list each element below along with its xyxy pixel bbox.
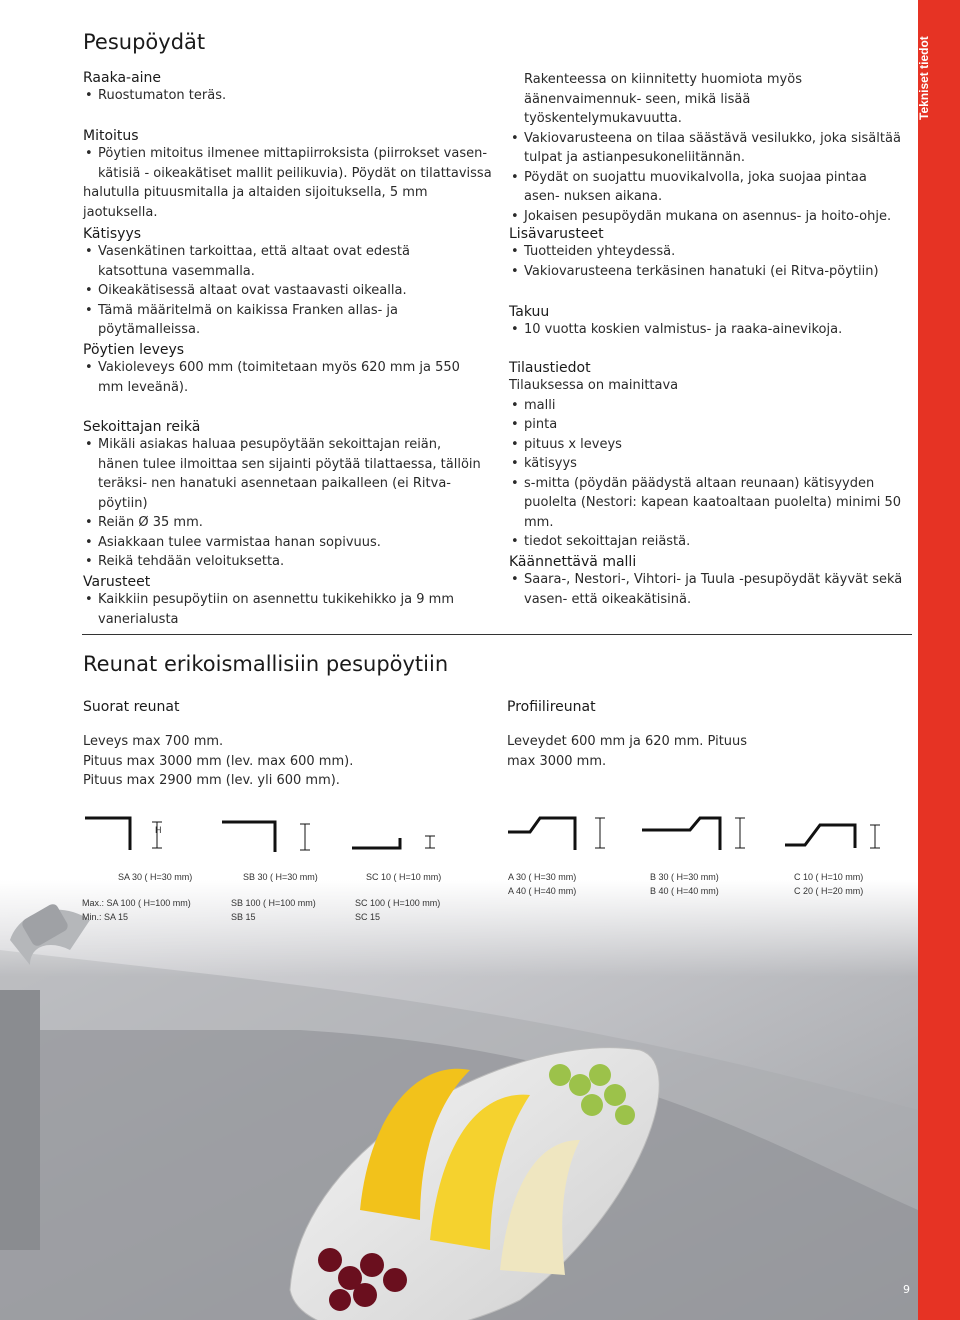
- b-profile: [642, 818, 720, 850]
- b-label-1: B 30 ( H=30 mm): [650, 872, 719, 882]
- takuu-section: [509, 304, 904, 340]
- lisavarusteet-list: [509, 242, 904, 281]
- suorat-line: Pituus max 2900 mm (lev. yli 600 mm).: [83, 773, 340, 788]
- sb-label-1: SB 30 ( H=30 mm): [243, 872, 318, 882]
- list-item: • Vakiovarusteena terkäsinen hanatuki (ei Ritva-pöytiin): [509, 262, 904, 282]
- katisyys-section: [83, 226, 483, 340]
- sink-photo: [0, 880, 918, 1320]
- list-item: • s-mitta (pöydän päädystä altaan reunaan) kätisyyden puolelta (Nestori: kapean kaatoaltaan puolelta) minimi 50 mm.: [509, 474, 909, 533]
- reika-section: [83, 419, 483, 572]
- raaka-section: [83, 70, 483, 106]
- page-title: Pesupöydät: [83, 30, 206, 54]
- kaannettava-heading: Käännettävä malli: [509, 554, 637, 570]
- katisyys-list: [83, 242, 483, 340]
- suorat-line: Leveys max 700 mm.: [83, 734, 224, 749]
- c-profile: [785, 825, 855, 848]
- sc-label-3: SC 15: [355, 912, 381, 922]
- reika-list: [83, 435, 483, 572]
- list-item: • Asiakkaan tulee varmistaa hanan sopivuus.: [83, 533, 483, 553]
- reika-heading: Sekoittajan reikä: [83, 419, 201, 435]
- intro-text: Rakenteessa on kiinnitetty huomiota myös äänenvaimennuk- seen, mikä lisää työskentelymukavuutta.: [524, 72, 802, 126]
- kaannettava-list: [509, 570, 904, 609]
- page-number: 9: [903, 1283, 910, 1296]
- a-label-2: A 40 ( H=40 mm): [508, 886, 577, 896]
- profiili-heading: Profiilireunat: [507, 699, 596, 715]
- a-profile: [508, 818, 575, 850]
- list-item: • Jokaisen pesupöydän mukana on asennus- ja hoito-ohje.: [509, 207, 904, 227]
- raaka-list: [83, 86, 483, 106]
- sink-photo-illustration: [0, 880, 918, 1320]
- list-item: • Vakioleveys 600 mm (toimitetaan myös 620 mm ja 550 mm leveänä).: [83, 358, 483, 397]
- sa-label-1: SA 30 ( H=30 mm): [118, 872, 193, 882]
- list-item: • Tämä määritelmä on kaikissa Franken allas- ja pöytämalleissa.: [83, 301, 483, 340]
- c-label-1: C 10 ( H=10 mm): [794, 872, 864, 882]
- list-item: • pinta: [509, 415, 909, 435]
- profiili-section: [507, 699, 907, 771]
- intro-list: [509, 129, 904, 227]
- suorat-line: Pituus max 3000 mm (lev. max 600 mm).: [83, 753, 354, 769]
- sb-label-2: SB 100 ( H=100 mm): [231, 898, 316, 908]
- sc-label-1: SC 10 ( H=10 mm): [366, 872, 442, 882]
- leveys-heading: Pöytien leveys: [83, 342, 185, 358]
- list-item: • Mikäli asiakas haluaa pesupöytään sekoittajan reiän, hänen tulee ilmoittaa sen sijainti pöytää tilattaessa, tällöin teräksi- nen hanatuki asennetaan paikalleen (ei Ritva-pöytiin): [83, 435, 483, 513]
- mitoitus-heading: Mitoitus: [83, 128, 139, 144]
- tilaus-section: [509, 360, 909, 552]
- leveys-list: [83, 358, 483, 397]
- mitoitus-list: [83, 144, 495, 183]
- b-label-2: B 40 ( H=40 mm): [650, 886, 719, 896]
- varusteet-section: [83, 574, 483, 629]
- h-label: H: [155, 825, 162, 835]
- list-item: • pituus x leveys: [509, 435, 909, 455]
- a-label-1: A 30 ( H=30 mm): [508, 872, 577, 882]
- sa-label-2: Max.: SA 100 ( H=100 mm): [82, 898, 191, 908]
- takuu-list: [509, 320, 904, 340]
- list-item: • Oikeakätisessä altaat ovat vastaavasti oikealla.: [83, 281, 483, 301]
- intro-section: [509, 70, 904, 226]
- list-item: • Vasenkätinen tarkoittaa, että altaat ovat edestä katsottuna vasemmalla.: [83, 242, 483, 281]
- sa-label-3: Min.: SA 15: [82, 912, 129, 922]
- profiili-line: Leveydet 600 mm ja 620 mm. Pituus: [507, 734, 748, 749]
- sb-label-3: SB 15: [231, 912, 256, 922]
- list-item: • Kaikkiin pesupöytiin on asennettu tukikehikko ja 9 mm vanerialusta: [83, 590, 483, 629]
- section-divider: [82, 634, 912, 635]
- list-item: • malli: [509, 396, 909, 416]
- raaka-heading: Raaka-aine: [83, 70, 162, 86]
- mitoitus-continuation: halutulla pituusmitalla ja altaiden sijoituksella, 5 mm jaotuksella.: [83, 185, 428, 220]
- list-item: • tiedot sekoittajan reiästä.: [509, 532, 909, 552]
- side-tab: [918, 0, 960, 1320]
- side-tab-label: Tekniset tiedot: [917, 36, 931, 120]
- list-item: • kätisyys: [509, 454, 909, 474]
- kaannettava-section: [509, 554, 904, 609]
- sa-profile: [85, 818, 130, 850]
- edges-title: Reunat erikoismallisiin pesupöytiin: [83, 652, 449, 676]
- suorat-section: [83, 699, 483, 791]
- sc-label-2: SC 100 ( H=100 mm): [355, 898, 441, 908]
- list-item: • Ruostumaton teräs.: [83, 86, 483, 106]
- tilaus-heading: Tilaustiedot: [509, 360, 591, 376]
- list-item: • Pöytien mitoitus ilmenee mittapiirroksista (piirrokset vasen- kätisiä - oikeakätiset mallit peilikuvia). Pöydät on tilattavissa: [83, 144, 495, 183]
- varusteet-heading: Varusteet: [83, 574, 151, 590]
- sb-profile: [222, 822, 275, 852]
- list-item: • Tuotteiden yhteydessä.: [509, 242, 904, 262]
- list-item: • 10 vuotta koskien valmistus- ja raaka-ainevikoja.: [509, 320, 904, 340]
- katisyys-heading: Kätisyys: [83, 226, 142, 242]
- c-label-2: C 20 ( H=20 mm): [794, 886, 864, 896]
- sc-profile: [352, 838, 400, 848]
- faucet-body: [0, 990, 40, 1250]
- mitoitus-section: [83, 128, 495, 222]
- list-item: • Vakiovarusteena on tilaa säästävä vesilukko, joka sisältää tulpat ja astianpesukoneliitännän.: [509, 129, 904, 168]
- list-item: • Saara-, Nestori-, Vihtori- ja Tuula -pesupöydät käyvät sekä vasen- että oikeakätisinä.: [509, 570, 904, 609]
- profiili-line: max 3000 mm.: [507, 753, 607, 769]
- lisavarusteet-section: [509, 226, 904, 281]
- tilaus-list: [509, 396, 909, 552]
- lisavarusteet-heading: Lisävarusteet: [509, 226, 604, 242]
- list-item: • Pöydät on suojattu muovikalvolla, joka suojaa pintaa asen- nuksen aikana.: [509, 168, 904, 207]
- varusteet-list: [83, 590, 483, 629]
- list-item: • Reikä tehdään veloituksetta.: [83, 552, 483, 572]
- tilaus-intro: Tilauksessa on mainittava: [509, 378, 679, 393]
- suorat-heading: Suorat reunat: [83, 699, 180, 715]
- list-item: • Reiän Ø 35 mm.: [83, 513, 483, 533]
- takuu-heading: Takuu: [509, 304, 550, 320]
- edge-profiles: [80, 810, 910, 860]
- leveys-section: [83, 342, 483, 397]
